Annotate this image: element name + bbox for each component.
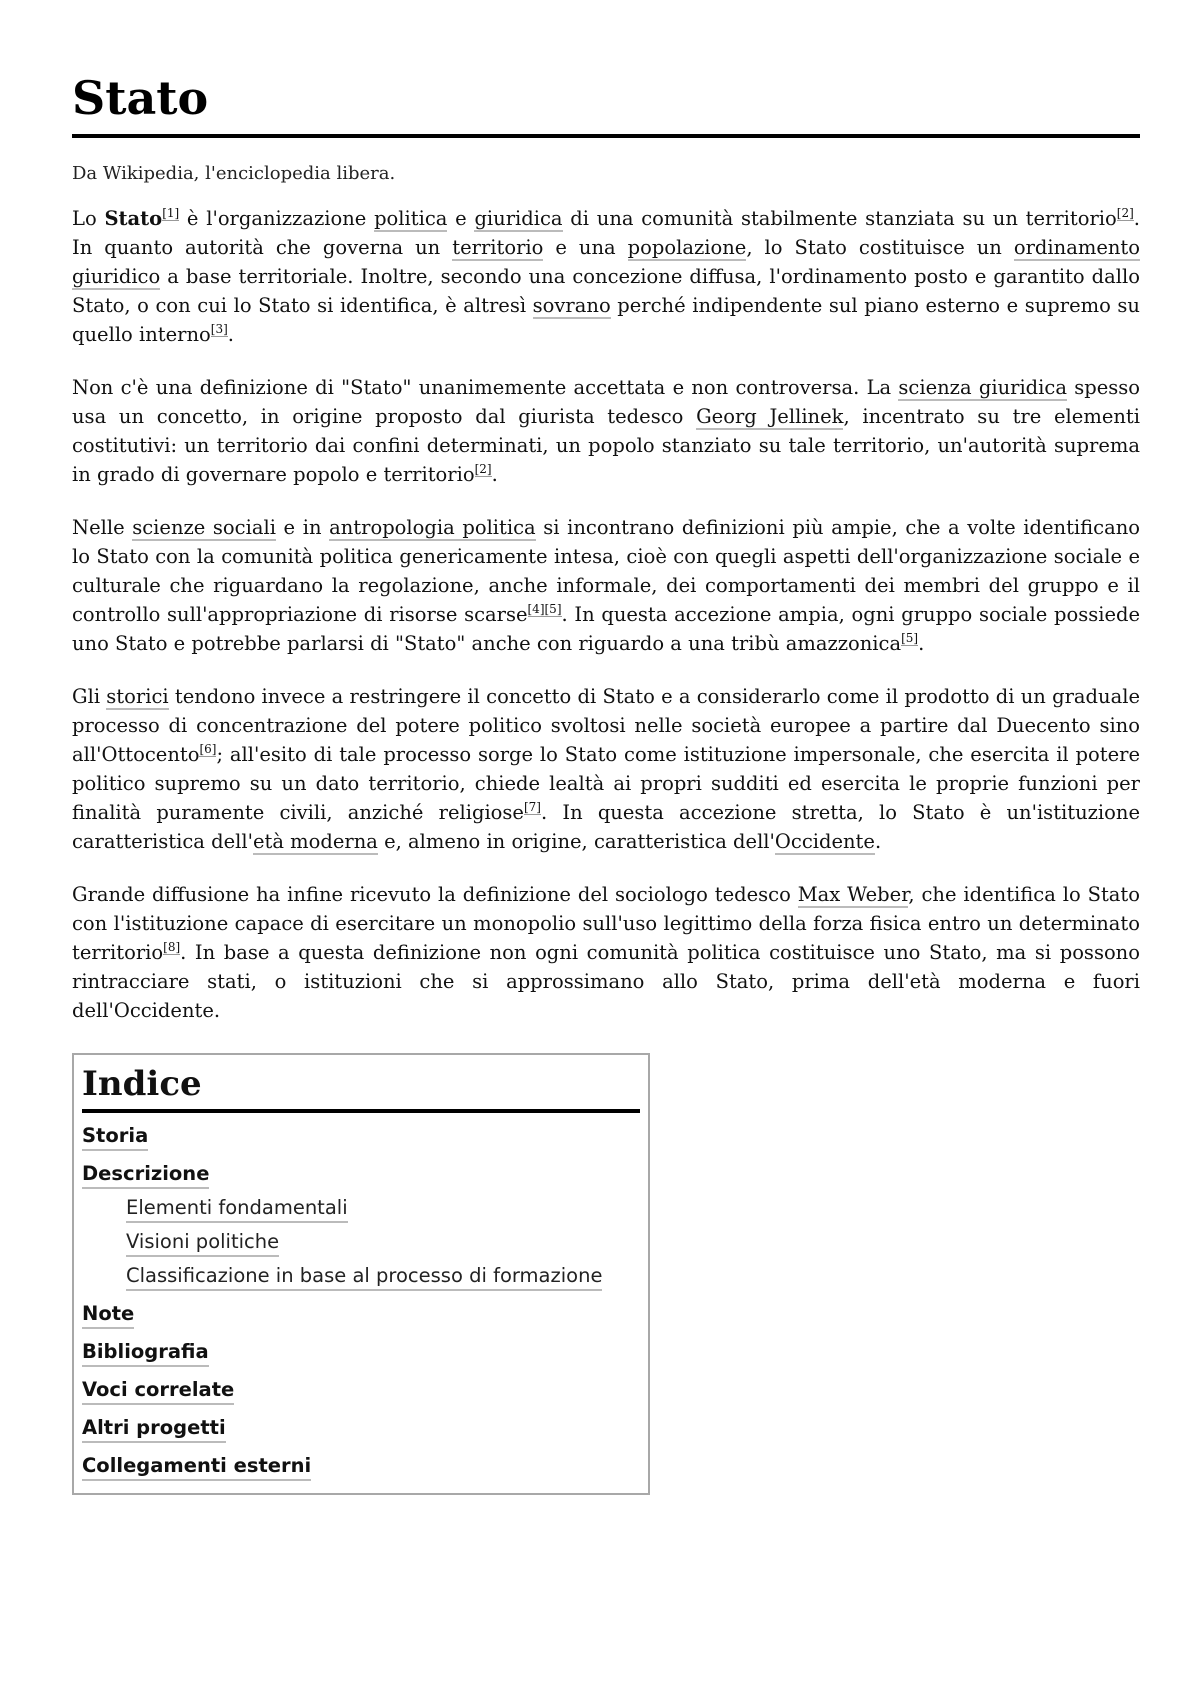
- tagline: Da Wikipedia, l'enciclopedia libera.: [72, 163, 396, 184]
- paragraph-scienze-sociali: Nelle scienze sociali e in antropologia politica si incontrano definizioni più ampie, che a volte identificano lo Stato con la comunità politica genericamente intesa, cioè con quegli aspetti dell'organizzazione sociale e culturale che riguardano la regolazione, anche informale, dei comportamenti dei membri del gruppo e il controllo sull'appropriazione di risorse scarse[4][5]. In questa accezione ampia, ogni gruppo sociale possiede uno Stato e potrebbe parlarsi di "Stato" anche con riguardo a una tribù amazzonica[5].: [72, 516, 1141, 655]
- link-politica[interactable]: politica: [374, 207, 448, 230]
- toc-subitem-visioni-politiche[interactable]: Visioni politiche: [126, 1229, 279, 1257]
- page-title: Stato: [72, 68, 1140, 138]
- ref-5[interactable]: [5]: [901, 631, 919, 645]
- toc-item-note[interactable]: Note: [82, 1301, 134, 1329]
- paragraph-weber: Grande diffusione ha infine ricevuto la definizione del sociologo tedesco Max Weber, che identifica lo Stato con l'istituzione capace di esercitare un monopolio sull'uso legittimo della forza fisica entro un determinato territorio[8]. In base a questa definizione non ogni comunità politica costituisce uno Stato, ma si possono rintracciare stati, o istituzioni che si approssimano allo Stato, prima dell'età moderna e fuori dell'Occidente.: [72, 883, 1140, 1022]
- link-georg-jellinek[interactable]: Georg Jellinek: [696, 405, 844, 428]
- link-occidente[interactable]: Occidente: [774, 830, 875, 853]
- link-storici[interactable]: storici: [106, 685, 169, 708]
- link-territorio[interactable]: territorio: [452, 236, 544, 259]
- paragraph-storici: Gli storici tendono invece a restringere il concetto di Stato e a considerarlo come il prodotto di un graduale processo di concentrazione del potere politico svoltosi nelle società europee a partire dal Duecento sino all'Ottocento[6]; all'esito di tale processo sorge lo Stato come istituzione impersonale, che esercita il potere politico supremo su un dato territorio, chiede lealtà ai propri sudditi ed esercita le proprie funzioni per finalità puramente civili, anziché religiose[7]. In questa accezione stretta, lo Stato è un'istituzione caratteristica dell'età moderna e, almeno in origine, caratteristica dell'Occidente.: [72, 685, 1141, 853]
- ref-2[interactable]: [2]: [474, 462, 492, 476]
- link-popolazione[interactable]: popolazione: [627, 236, 747, 259]
- toc-item-voci-correlate[interactable]: Voci correlate: [82, 1377, 234, 1405]
- toc-subitem-elementi-fondamentali[interactable]: Elementi fondamentali: [126, 1195, 348, 1223]
- ref-7[interactable]: [7]: [523, 800, 541, 814]
- ref-1[interactable]: [1]: [162, 206, 180, 220]
- toc-item-descrizione[interactable]: Descrizione: [82, 1161, 209, 1189]
- paragraph-definizione: Non c'è una definizione di "Stato" unanimemente accettata e non controversa. La scienza giuridica spesso usa un concetto, in origine proposto dal giurista tedesco Georg Jellinek, incentrato su tre elementi costitutivi: un territorio dai confini determinati, un popolo stanziato su tale territorio, un'autorità suprema in grado di governare popolo e territorio[2].: [72, 376, 1141, 486]
- link-ordinamento-giuridico[interactable]: ordinamento giuridico: [72, 236, 1140, 288]
- article: [72, 68, 1140, 1495]
- link-scienza-giuridica[interactable]: scienza giuridica: [898, 376, 1067, 399]
- toc-item-altri-progetti[interactable]: Altri progetti: [82, 1415, 226, 1443]
- toc-item-collegamenti-esterni[interactable]: Collegamenti esterni: [82, 1453, 311, 1481]
- ref-4[interactable]: [4]: [527, 602, 545, 616]
- ref-5[interactable]: [5]: [544, 602, 562, 616]
- toc-item-storia[interactable]: Storia: [82, 1123, 148, 1151]
- table-of-contents: [72, 1053, 650, 1495]
- link-max-weber[interactable]: Max Weber: [797, 883, 909, 906]
- ref-6[interactable]: [6]: [199, 742, 217, 756]
- toc-title: Indice: [82, 1061, 640, 1113]
- link-giuridica[interactable]: giuridica: [474, 207, 563, 230]
- bold-term: Stato: [104, 207, 163, 230]
- ref-8[interactable]: [8]: [163, 940, 181, 954]
- link-antropologia-politica[interactable]: antropologia politica: [329, 516, 536, 539]
- link-eta-moderna[interactable]: età moderna: [252, 830, 378, 853]
- link-sovrano[interactable]: sovrano: [532, 294, 611, 317]
- paragraph-intro: Lo Stato[1] è l'organizzazione politica e giuridica di una comunità stabilmente stanziata su un territorio[2]. In quanto autorità che governa un territorio e una popolazione, lo Stato costituisce un ordinamento giuridico a base territoriale. Inoltre, secondo una concezione diffusa, l'ordinamento posto e garantito dallo Stato, o con cui lo Stato si identifica, è altresì sovrano perché indipendente sul piano esterno e supremo su quello interno[3].: [72, 206, 1140, 346]
- toc-subitem-classificazione[interactable]: Classificazione in base al processo di formazione: [126, 1263, 602, 1291]
- toc-item-bibliografia[interactable]: Bibliografia: [82, 1339, 209, 1367]
- link-scienze-sociali[interactable]: scienze sociali: [132, 516, 276, 539]
- ref-3[interactable]: [3]: [210, 322, 228, 336]
- ref-2[interactable]: [2]: [1116, 206, 1134, 220]
